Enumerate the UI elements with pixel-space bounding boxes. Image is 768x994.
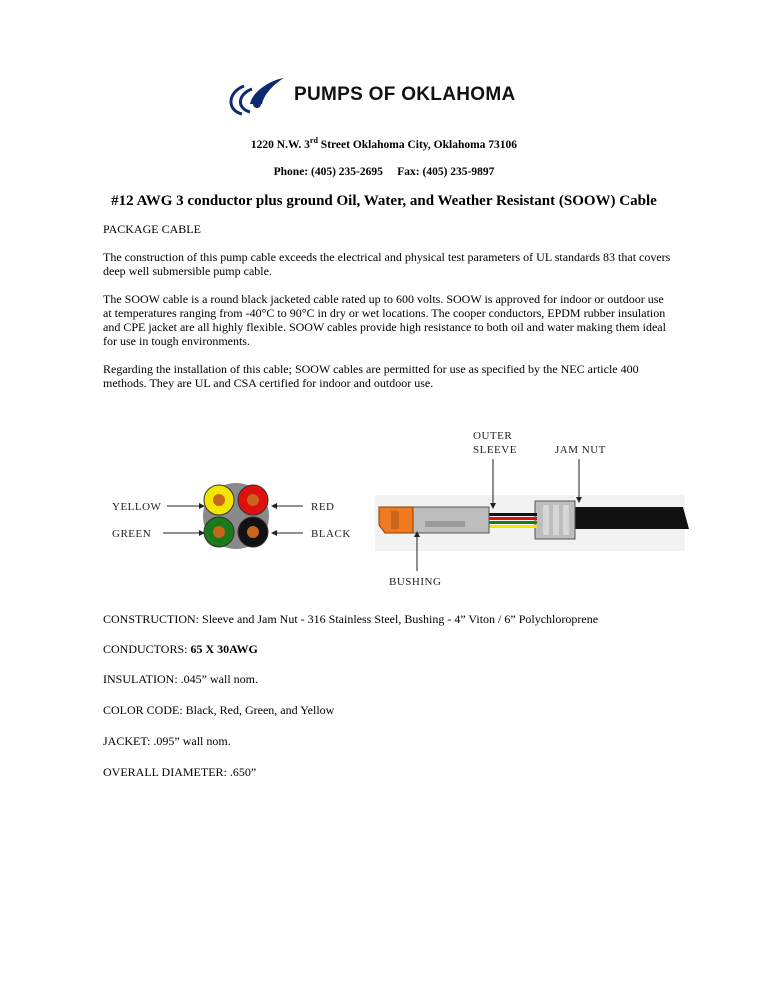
connector-side-view <box>375 495 689 551</box>
phone-number: Phone: (405) 235-2695 <box>273 166 383 178</box>
cable-diagram <box>95 425 690 595</box>
cable-cross-section <box>203 483 269 549</box>
paragraph-installation: Regarding the installation of this cable; SOOW cables are permitted for use as specified by the NEC article 400 methods. They are UL and CSA certified for indoor and outdoor use. <box>103 362 639 390</box>
spec-conductors-value: 65 X 30AWG <box>190 642 258 656</box>
company-logo <box>222 74 572 120</box>
label-yellow: YELLOW <box>112 501 162 513</box>
contact-line <box>0 166 768 178</box>
label-bushing: BUSHING <box>389 576 442 588</box>
spec-conductors-label: CONDUCTORS: <box>103 642 188 656</box>
company-name: PUMPS OF OKLAHOMA <box>294 84 516 105</box>
company-address: 1220 N.W. 3rd Street Oklahoma City, Oklahoma 73106 <box>250 136 518 151</box>
label-green: GREEN <box>112 528 152 540</box>
spec-color-code <box>103 703 334 718</box>
swoosh-logo-icon <box>222 74 292 120</box>
package-label: PACKAGE CABLE <box>103 222 201 236</box>
spec-jacket-label: JACKET: <box>103 734 151 748</box>
label-red: RED <box>311 501 335 513</box>
label-black: BLACK <box>311 528 351 540</box>
spec-overall-diameter <box>103 765 256 780</box>
spec-jacket <box>103 734 231 749</box>
spec-conductors <box>103 642 258 657</box>
spec-construction-label: CONSTRUCTION: <box>103 612 200 626</box>
spec-insulation-label: INSULATION: <box>103 672 178 686</box>
spec-jacket-value: .095” wall nom. <box>153 734 231 748</box>
document-title: #12 AWG 3 conductor plus ground Oil, Water, and Weather Resistant (SOOW) Cable <box>111 193 657 209</box>
label-jam-nut: JAM NUT <box>555 444 606 456</box>
paragraph-ul-standards: The construction of this pump cable exceeds the electrical and physical test parameters of UL standards 83 that covers deep well submersible pump cable. <box>103 250 671 278</box>
spec-construction-value: Sleeve and Jam Nut - 316 Stainless Steel, Bushing - 4” Viton / 6” Polychloroprene <box>202 612 599 626</box>
fax-number: Fax: (405) 235-9897 <box>397 166 495 178</box>
label-outer-sleeve-line2: SLEEVE <box>473 444 517 456</box>
spec-diameter-value: .650” <box>229 765 257 779</box>
spec-insulation-value: .045” wall nom. <box>180 672 258 686</box>
spec-insulation <box>103 672 258 687</box>
spec-diameter-label: OVERALL DIAMETER: <box>103 765 227 779</box>
spec-construction <box>103 612 598 627</box>
spec-color-code-value: Black, Red, Green, and Yellow <box>185 703 335 717</box>
spec-color-code-label: COLOR CODE: <box>103 703 183 717</box>
label-outer-sleeve-line1: OUTER <box>473 430 513 442</box>
paragraph-soow-description: The SOOW cable is a round black jacketed cable rated up to 600 volts. SOOW is approved for indoor or outdoor use at temperatures ranging from -40°C to 90°C in dry or wet locations. The cooper conductors, EPDM rubber insulation and CPE jacket are all highly flexible. SOOW cables provide high resistance to both oil and water making them ideal for use in tough environments. <box>103 292 666 348</box>
